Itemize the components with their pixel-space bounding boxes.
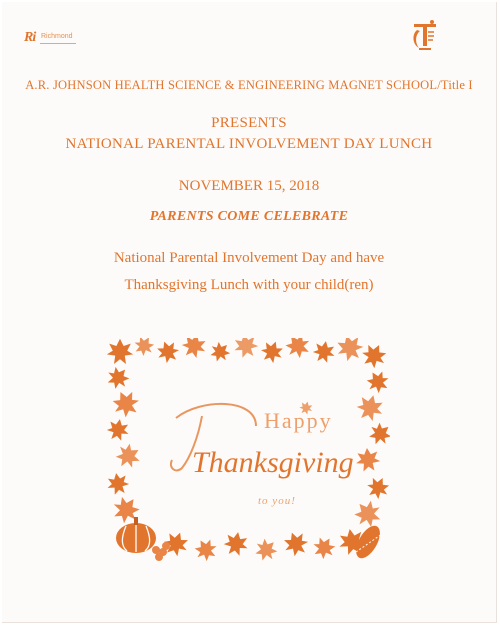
flyer-page xyxy=(2,2,497,623)
card-line-3: to you! xyxy=(258,495,296,507)
event-date: NOVEMBER 15, 2018 xyxy=(178,178,320,194)
body-line-2: Thanksgiving Lunch with your child(ren) xyxy=(124,277,374,293)
card-line-2: Thanksgiving xyxy=(192,446,354,479)
school-crest-icon xyxy=(410,18,440,52)
body-line-1: National Parental Involvement Day and have xyxy=(113,250,385,266)
district-logo xyxy=(24,30,84,48)
thanksgiving-card xyxy=(106,338,390,566)
grapes-icon xyxy=(152,542,170,561)
district-logo-underline xyxy=(40,43,76,44)
call-to-action: PARENTS COME CELEBRATE xyxy=(149,209,349,224)
school-name: A.R. JOHNSON HEALTH SCIENCE & ENGINEERING MAGNET SCHOOL/Title I xyxy=(25,78,473,92)
card-line-1: Happy xyxy=(264,408,333,433)
pumpkin-icon xyxy=(116,517,156,553)
presents-heading: PRESENTS xyxy=(211,115,287,131)
event-title: NATIONAL PARENTAL INVOLVEMENT DAY LUNCH xyxy=(65,136,433,152)
district-logo-mark: Ri xyxy=(24,30,36,45)
district-logo-text: Richmond xyxy=(41,33,73,40)
